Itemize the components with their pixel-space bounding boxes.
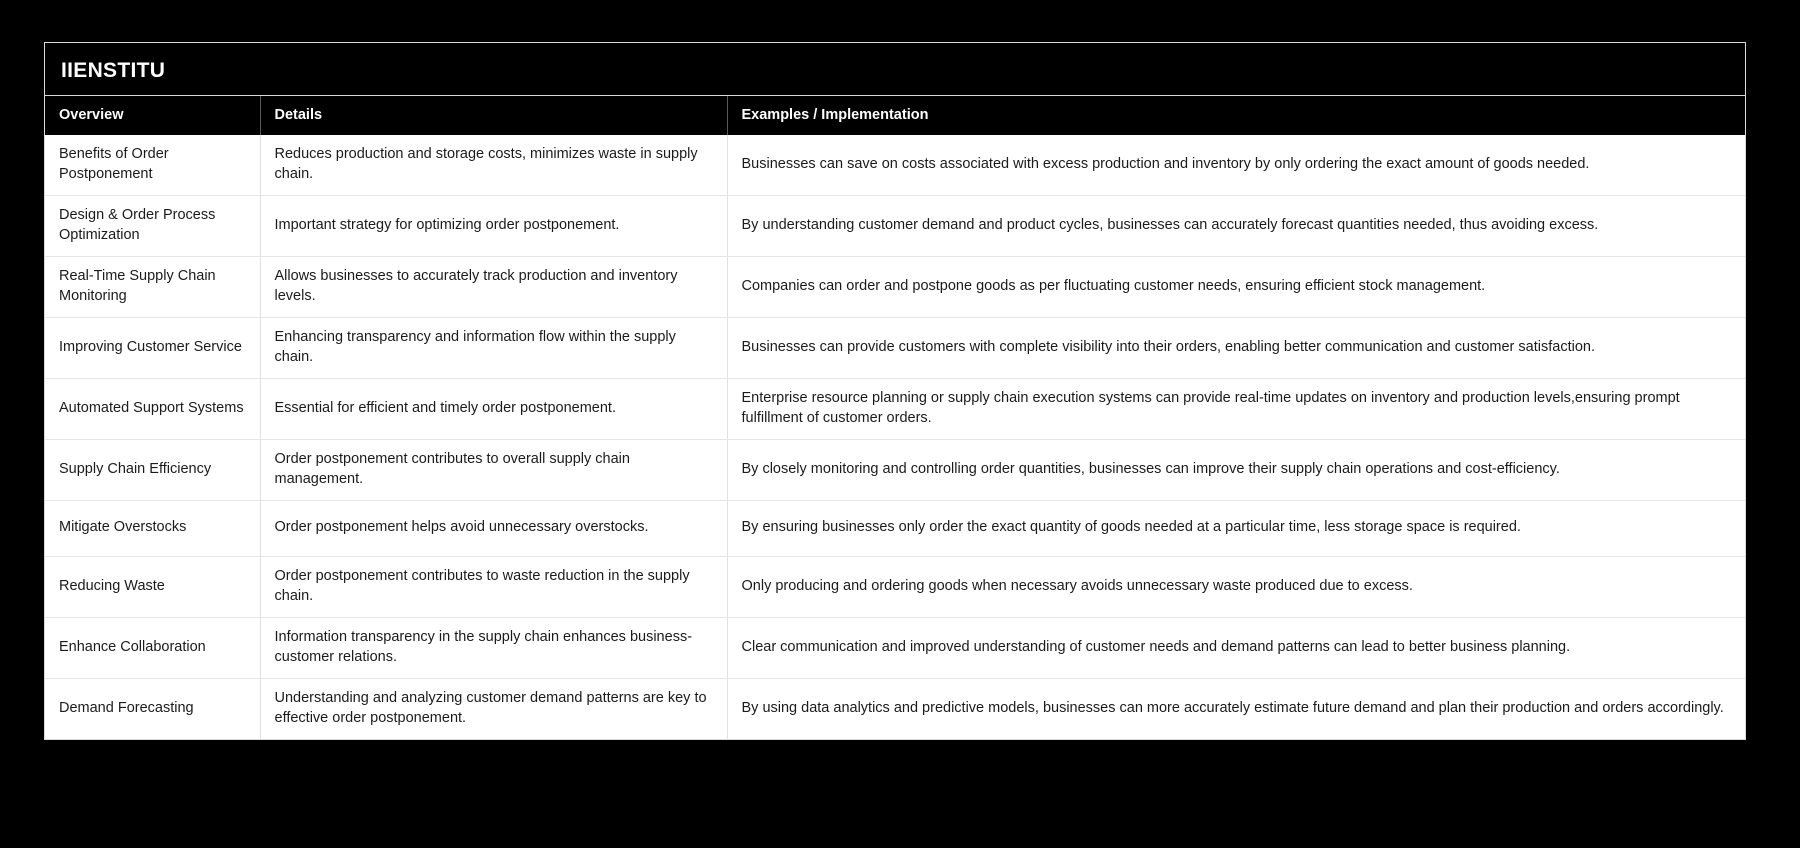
table-header-row [45, 96, 1745, 135]
table-row [45, 618, 1745, 679]
table-row [45, 196, 1745, 257]
cell-examples: By closely monitoring and controlling order quantities, businesses can improve their supply chain operations and cost-efficiency. [727, 440, 1745, 501]
column-header-overview: Overview [45, 96, 260, 135]
cell-examples: By understanding customer demand and product cycles, businesses can accurately forecast quantities needed, thus avoiding excess. [727, 196, 1745, 257]
cell-details: Order postponement helps avoid unnecessary overstocks. [260, 501, 727, 557]
cell-overview: Design & Order Process Optimization [45, 196, 260, 257]
cell-details: Understanding and analyzing customer demand patterns are key to effective order postponement. [260, 679, 727, 740]
table-body [45, 135, 1745, 739]
cell-examples: Clear communication and improved understanding of customer needs and demand patterns can lead to better business planning. [727, 618, 1745, 679]
cell-overview: Mitigate Overstocks [45, 501, 260, 557]
column-header-details: Details [260, 96, 727, 135]
brand-title: IIENSTITU [61, 59, 166, 82]
cell-details: Important strategy for optimizing order postponement. [260, 196, 727, 257]
cell-overview: Benefits of Order Postponement [45, 135, 260, 196]
table-header [45, 96, 1745, 135]
table-row [45, 318, 1745, 379]
cell-overview: Supply Chain Efficiency [45, 440, 260, 501]
table-row [45, 501, 1745, 557]
table-row [45, 379, 1745, 440]
cell-overview: Reducing Waste [45, 557, 260, 618]
cell-details: Enhancing transparency and information flow within the supply chain. [260, 318, 727, 379]
table-row [45, 135, 1745, 196]
column-header-examples: Examples / Implementation [727, 96, 1745, 135]
cell-details: Order postponement contributes to waste reduction in the supply chain. [260, 557, 727, 618]
cell-examples: By ensuring businesses only order the exact quantity of goods needed at a particular time, less storage space is required. [727, 501, 1745, 557]
cell-overview: Enhance Collaboration [45, 618, 260, 679]
cell-overview: Automated Support Systems [45, 379, 260, 440]
cell-details: Allows businesses to accurately track production and inventory levels. [260, 257, 727, 318]
table-row [45, 440, 1745, 501]
cell-overview: Improving Customer Service [45, 318, 260, 379]
cell-overview: Demand Forecasting [45, 679, 260, 740]
cell-details: Reduces production and storage costs, minimizes waste in supply chain. [260, 135, 727, 196]
cell-details: Information transparency in the supply chain enhances business-customer relations. [260, 618, 727, 679]
cell-examples: By using data analytics and predictive models, businesses can more accurately estimate future demand and plan their production and orders accordingly. [727, 679, 1745, 740]
cell-details: Order postponement contributes to overall supply chain management. [260, 440, 727, 501]
cell-overview: Real-Time Supply Chain Monitoring [45, 257, 260, 318]
cell-examples: Companies can order and postpone goods as per fluctuating customer needs, ensuring efficient stock management. [727, 257, 1745, 318]
cell-examples: Businesses can save on costs associated with excess production and inventory by only ordering the exact amount of goods needed. [727, 135, 1745, 196]
cell-examples: Businesses can provide customers with complete visibility into their orders, enabling better communication and customer satisfaction. [727, 318, 1745, 379]
cell-examples: Only producing and ordering goods when necessary avoids unnecessary waste produced due to excess. [727, 557, 1745, 618]
table-card [44, 42, 1746, 740]
table-row [45, 557, 1745, 618]
table-row [45, 679, 1745, 740]
cell-examples: Enterprise resource planning or supply chain execution systems can provide real-time updates on inventory and production levels,ensuring prompt fulfillment of customer orders. [727, 379, 1745, 440]
brand-header [45, 43, 1745, 96]
cell-details: Essential for efficient and timely order postponement. [260, 379, 727, 440]
comparison-table [45, 96, 1745, 739]
table-row [45, 257, 1745, 318]
